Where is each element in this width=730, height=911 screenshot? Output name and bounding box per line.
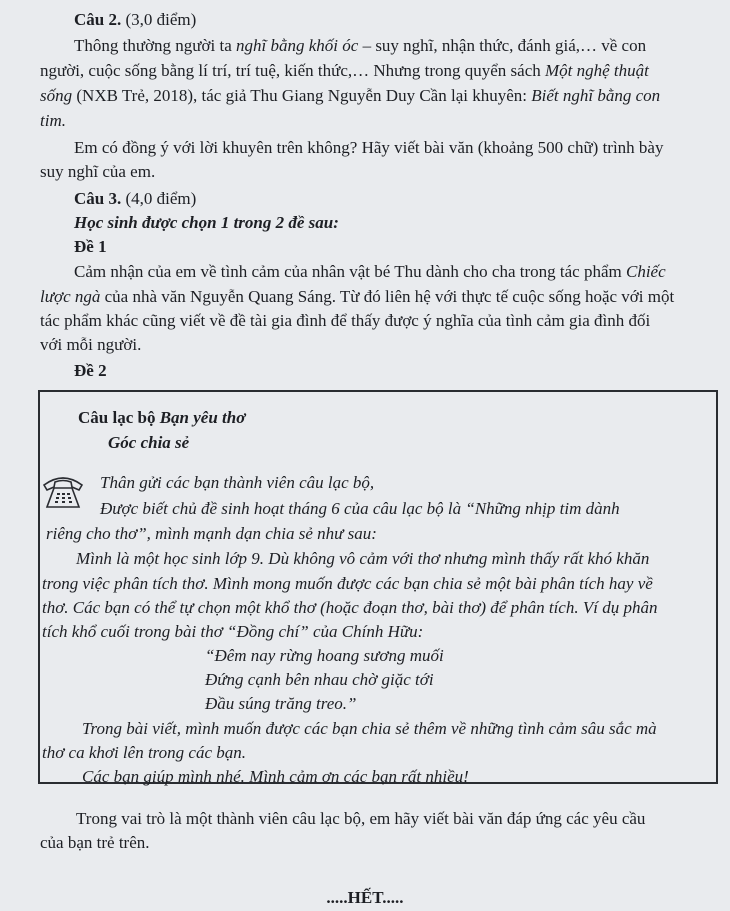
letter-closing: Các bạn giúp mình nhé. Mình cảm ơn các bạn rất nhiều! — [82, 767, 469, 786]
corner-title: Góc chia sẻ — [108, 433, 190, 452]
q3-heading: Câu 3. (4,0 điểm) — [74, 189, 197, 208]
q2-line-5: Em có đồng ý với lời khuyên trên không? Hãy viết bài văn (khoảng 500 chữ) trình bày — [74, 138, 664, 157]
club-name: Câu lạc bộ Bạn yêu thơ — [78, 408, 246, 427]
end-mark: .....HẾT..... — [326, 888, 404, 907]
letter-line-6: thơ. Các bạn có thể tự chọn một khổ thơ (hoặc đoạn thơ, bài thơ) để phân tích. Ví dụ phân — [42, 598, 658, 617]
letter-line-7: tích khổ cuối trong bài thơ “Đồng chí” của Chính Hữu: — [42, 622, 424, 641]
de1-line-2: lược ngà của nhà văn Nguyễn Quang Sáng. Từ đó liên hệ với thực tế cuộc sống hoặc với một — [40, 287, 675, 306]
letter-line-8: Trong bài viết, mình muốn được các bạn chia sẻ thêm về những tình cảm sâu sắc mà — [82, 719, 657, 738]
letter-line-4: Mình là một học sinh lớp 9. Dù không vô cảm với thơ nhưng mình thấy rất khó khăn — [76, 549, 650, 568]
letter-greeting: Thân gửi các bạn thành viên câu lạc bộ, — [100, 473, 375, 492]
de1-line-3: tác phẩm khác cũng viết về đề tài gia đình để thấy được ý nghĩa của tình cảm gia đình đối — [40, 311, 651, 330]
letter-line-5: trong việc phân tích thơ. Mình mong muốn được các bạn chia sẻ một bài phân tích hay về — [42, 574, 653, 593]
letter-line-3: riêng cho thơ”, mình mạnh dạn chia sẻ như sau: — [46, 524, 377, 543]
q2-line-4: tim. — [40, 111, 66, 130]
closing-line-1: Trong vai trò là một thành viên câu lạc bộ, em hãy viết bài văn đáp ứng các yêu cầu — [76, 809, 646, 828]
poem-line-3: Đầu súng trăng treo.” — [205, 694, 357, 713]
q2-line-2: người, cuộc sống bằng lí trí, trí tuệ, kiến thức,… Nhưng trong quyển sách Một nghệ thuật — [40, 61, 649, 80]
de1-line-1: Cảm nhận của em về tình cảm của nhân vật bé Thu dành cho cha trong tác phẩm Chiếc — [74, 262, 666, 281]
q2-line-1: Thông thường người ta nghĩ bằng khối óc – suy nghĩ, nhận thức, đánh giá,… về con — [74, 36, 647, 55]
poem-line-1: “Đêm nay rừng hoang sương muối — [205, 646, 444, 665]
poem-line-2: Đứng cạnh bên nhau chờ giặc tới — [205, 670, 434, 689]
telephone-icon — [41, 473, 85, 511]
q2-line-3: sống (NXB Trẻ, 2018), tác giả Thu Giang Nguyễn Duy Cần lại khuyên: Biết nghĩ bằng con — [40, 86, 661, 105]
letter-line-9: thơ ca khơi lên trong các bạn. — [42, 743, 246, 762]
q3-instruction: Học sinh được chọn 1 trong 2 đề sau: — [74, 213, 339, 232]
letter-line-2: Được biết chủ đề sinh hoạt tháng 6 của câu lạc bộ là “Những nhịp tim dành — [100, 499, 620, 518]
de1-title: Đề 1 — [74, 237, 107, 256]
closing-line-2: của bạn trẻ trên. — [40, 833, 150, 852]
de2-title: Đề 2 — [74, 361, 107, 380]
q2-heading: Câu 2. (3,0 điểm) — [74, 10, 197, 29]
de1-line-4: với mỗi người. — [40, 335, 142, 354]
q2-line-6: suy nghĩ của em. — [40, 162, 156, 181]
